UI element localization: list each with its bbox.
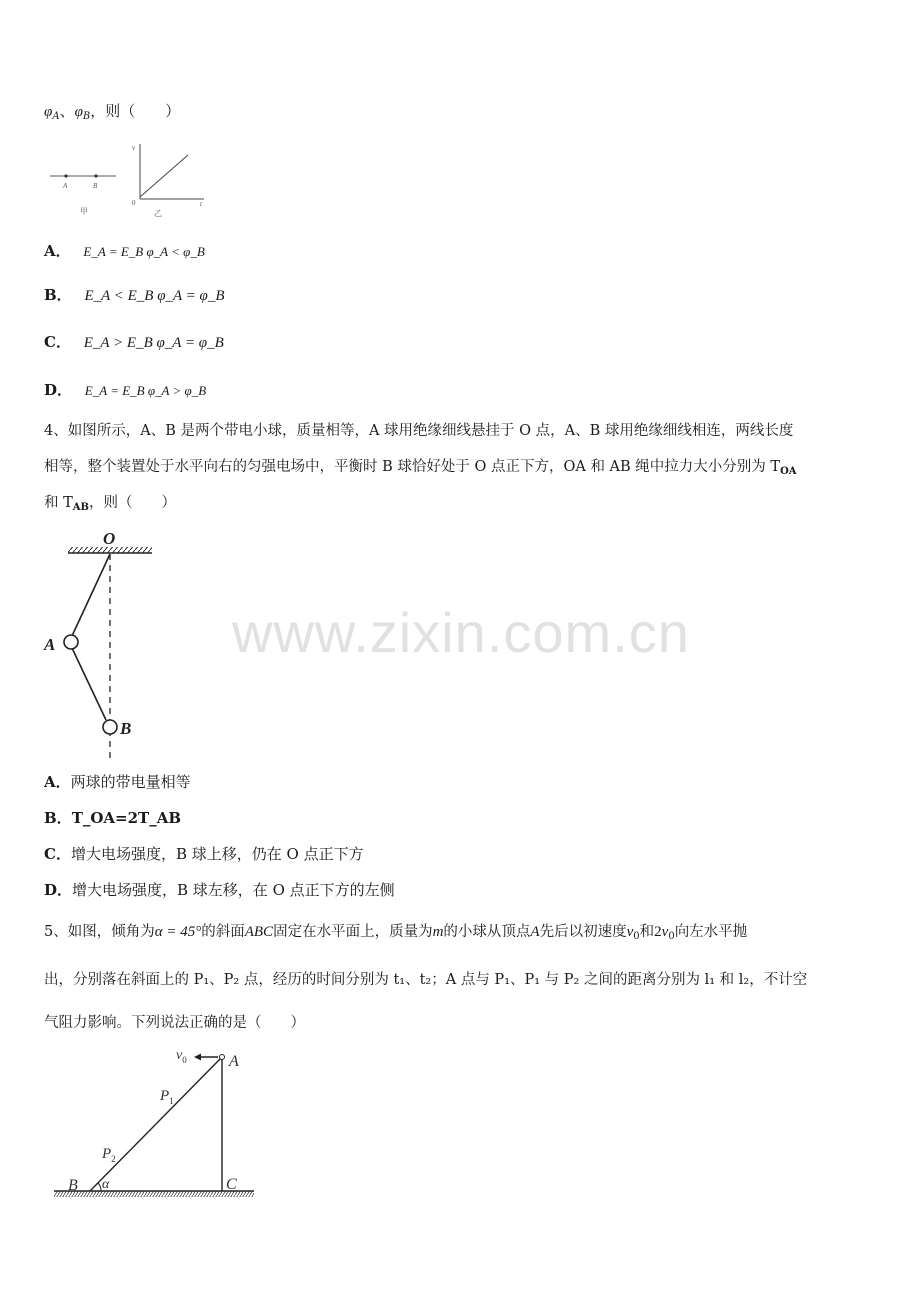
origin-label: 0 — [132, 199, 136, 207]
option-expression: E_A = E_B φ_A > φ_B — [84, 383, 207, 398]
q4-option-c — [44, 843, 364, 865]
q4-option-b — [44, 807, 181, 829]
fig-label-a: A — [63, 182, 68, 190]
point-p1-label: $P_1$ — [160, 1088, 174, 1106]
stem-text: ，则（ ） — [89, 495, 176, 511]
subscript: A — [52, 111, 60, 122]
v0-label: $v_0$ — [176, 1048, 187, 1065]
stem-text: 的斜面 — [201, 924, 245, 940]
subscript: B — [82, 111, 91, 122]
point-p2-label: $P_2$ — [102, 1146, 116, 1164]
thread-oa — [72, 554, 110, 636]
slope-name: ABC — [244, 924, 274, 940]
phi-symbol: φ — [44, 104, 53, 120]
point-b-dot — [94, 174, 97, 177]
q4-figure — [40, 526, 160, 760]
stem-text: 的小球从顶点 — [443, 924, 531, 940]
incline-ba — [90, 1057, 222, 1191]
ball-b-label: B — [120, 719, 132, 738]
option-label: B． — [44, 809, 72, 827]
q4-option-a — [44, 771, 191, 793]
q5-figure — [52, 1040, 262, 1204]
point-a-label: A — [229, 1053, 239, 1070]
q3-option-a — [44, 240, 205, 263]
q5-stem-line-3: 气阻力影响。下列说法正确的是（ ） — [44, 1015, 305, 1031]
alpha-label: α — [102, 1177, 110, 1192]
q5-stem-line-2: 出，分别落在斜面上的 P₁、P₂ 点，经历的时间分别为 t₁、t₂；A 点与 P₁、P₁ 与 P₂ 之间的距离分别为 l₁ 和 l₂，不计空 — [44, 972, 808, 988]
alpha-equation: α = 45° — [154, 924, 202, 940]
option-label: B． — [44, 286, 72, 304]
axis-label-v: v — [132, 144, 136, 152]
q3-figure — [44, 138, 214, 222]
fig-label-b: B — [93, 182, 98, 190]
q3-option-d — [44, 379, 206, 402]
option-label: C． — [44, 333, 71, 351]
ground-hatch — [54, 1191, 254, 1197]
stem-text: 先后以初速度 — [539, 924, 627, 940]
q4-stem-line-3 — [44, 492, 176, 519]
option-label: D． — [44, 381, 73, 399]
angle-arc — [98, 1183, 101, 1191]
option-label: A． — [44, 242, 71, 260]
subscript: 0 — [633, 931, 640, 942]
option-label: D． — [44, 881, 73, 899]
vt-graph-line — [140, 155, 188, 197]
subscript: 0 — [668, 931, 675, 942]
option-text: T_OA=2T_AB — [71, 809, 182, 827]
point-a-dot — [64, 174, 67, 177]
option-text: 增大电场强度，B 球左移，在 O 点正下方的左侧 — [72, 881, 395, 899]
point-o-label: O — [103, 529, 116, 548]
q3-option-c — [44, 331, 224, 354]
ball-b — [103, 720, 117, 734]
separator: 、 — [59, 102, 75, 120]
q4-stem-line-2 — [44, 456, 797, 483]
option-text: 两球的带电量相等 — [70, 773, 191, 791]
q3-stem-tail — [44, 100, 180, 128]
q4-option-d — [44, 879, 395, 901]
axis-label-t: t — [200, 200, 202, 208]
stem-text: 和 — [639, 924, 655, 940]
stem-text: ，则（ ） — [90, 102, 181, 120]
stem-text: 相等，整个装置处于水平向右的匀强电场中，平衡时 B 球恰好处于 O 点正下方，OA 和 AB 绳中拉力大小分别为 T — [44, 459, 781, 475]
option-expression: E_A = E_B φ_A < φ_B — [83, 244, 205, 259]
option-label: C． — [44, 845, 71, 863]
v0-symbol: v — [626, 924, 634, 940]
mass-symbol: m — [432, 924, 444, 940]
watermark: www.zixin.com.cn — [232, 601, 690, 664]
velocity-arrow-head — [194, 1054, 201, 1061]
option-label: A． — [44, 773, 71, 791]
thread-ab — [72, 648, 106, 720]
fig-caption-jia: 甲 — [80, 207, 88, 216]
stem-text: 固定在水平面上，质量为 — [273, 924, 433, 940]
stem-text: 5、如图，倾角为 — [44, 924, 155, 940]
q4-stem-line-1: 4、如图所示，A、B 是两个带电小球，质量相等，A 球用绝缘细线悬挂于 O 点，A、B 球用绝缘细线相连，两线长度 — [44, 423, 794, 439]
option-expression: E_A < E_B φ_A = φ_B — [84, 288, 225, 304]
ball-a-label: A — [44, 635, 56, 654]
option-text: 增大电场强度，B 球上移，仍在 O 点正下方 — [70, 845, 364, 863]
stem-text: 和 T — [44, 495, 73, 511]
point-a-symbol: A — [530, 924, 540, 940]
phi-symbol: φ — [74, 104, 83, 120]
point-b-label: B — [68, 1177, 78, 1194]
ball-at-a — [220, 1055, 225, 1060]
coefficient: 2 — [654, 924, 662, 940]
q5-stem-line-1 — [44, 921, 747, 948]
q3-option-b — [44, 284, 225, 307]
subscript: OA — [780, 466, 797, 477]
v0-symbol: v — [661, 924, 669, 940]
point-c-label: C — [226, 1176, 237, 1193]
stem-text: 向左水平抛 — [674, 924, 748, 940]
subscript: AB — [72, 502, 89, 513]
ball-a — [64, 635, 78, 649]
option-expression: E_A > E_B φ_A = φ_B — [83, 335, 224, 351]
fig-caption-yi: 乙 — [154, 209, 162, 218]
